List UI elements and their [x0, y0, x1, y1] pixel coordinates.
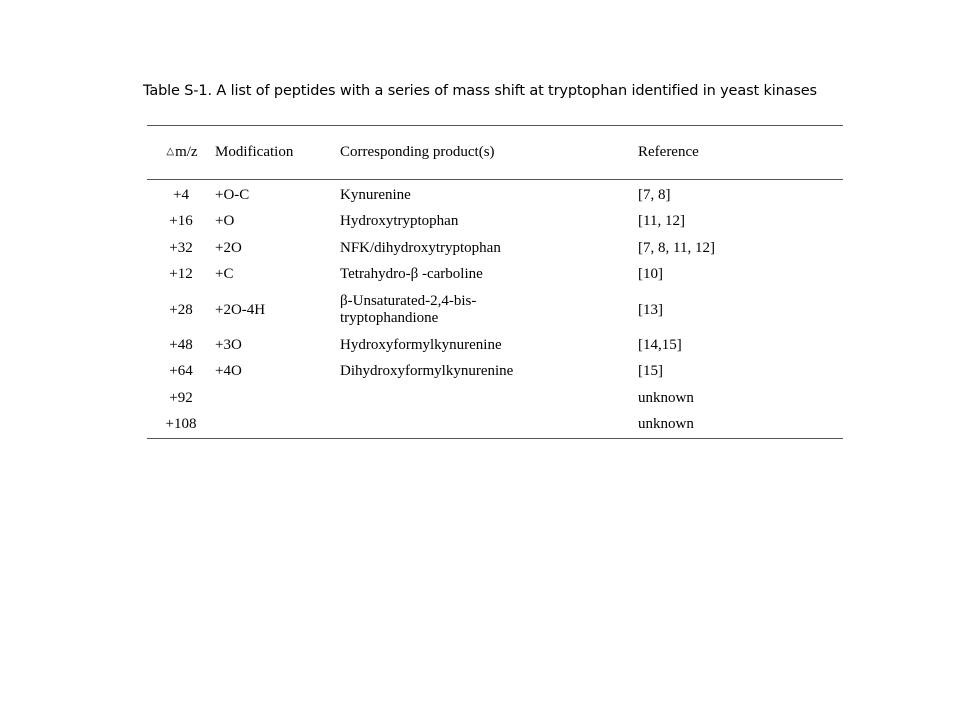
- cell-modification: +O: [215, 213, 235, 230]
- cell-reference: [10]: [638, 266, 663, 283]
- table-row: [147, 235, 843, 262]
- cell-product: Kynurenine: [340, 186, 411, 203]
- cell-product: [340, 288, 638, 332]
- table-row: [147, 262, 843, 289]
- cell-mz: +12: [169, 266, 193, 283]
- header-mz: [147, 126, 215, 180]
- header-modification: Modification: [215, 144, 294, 160]
- table-row: [147, 359, 843, 386]
- header-reference: Reference: [638, 144, 699, 160]
- cell-reference: [15]: [638, 363, 663, 380]
- cell-mz: +28: [169, 301, 193, 318]
- cell-mz: +48: [169, 336, 193, 353]
- cell-product: NFK/dihydroxytryptophan: [340, 239, 501, 256]
- table-row: [147, 209, 843, 236]
- cell-modification: +C: [215, 266, 234, 283]
- cell-product: [340, 385, 638, 412]
- table-row: [147, 332, 843, 359]
- cell-product: Tetrahydro-β -carboline: [340, 266, 483, 283]
- cell-product: Hydroxytryptophan: [340, 213, 459, 230]
- cell-mz: +16: [169, 213, 193, 230]
- header-mz-label: m/z: [175, 144, 198, 160]
- cell-modification: +2O: [215, 239, 242, 256]
- cell-mz: +108: [165, 416, 197, 433]
- cell-reference: [7, 8, 11, 12]: [638, 239, 715, 256]
- table-caption: Table S-1. A list of peptides with a series of mass shift at tryptophan identified in yeast kinases: [143, 83, 817, 99]
- cell-product: Dihydroxyformylkynurenine: [340, 363, 514, 380]
- cell-modification: +2O-4H: [215, 301, 266, 318]
- table-row: [147, 288, 843, 332]
- cell-modification: +O-C: [215, 186, 250, 203]
- cell-mz: +92: [169, 389, 193, 406]
- peptide-mass-shift-table: [147, 125, 843, 439]
- cell-modification: [215, 412, 340, 439]
- cell-reference: [11, 12]: [638, 213, 685, 230]
- header-product: Corresponding product(s): [340, 144, 495, 160]
- header-row: [147, 126, 843, 180]
- cell-modification: [215, 385, 340, 412]
- peptide-table-container: [147, 125, 843, 439]
- cell-modification: +3O: [215, 336, 242, 353]
- cell-product: Hydroxyformylkynurenine: [340, 336, 502, 353]
- cell-reference: unknown: [638, 416, 694, 433]
- cell-product-line1: β-Unsaturated-2,4-bis-: [340, 293, 477, 309]
- cell-product-line2: tryptophandione: [340, 310, 439, 326]
- table-row: [147, 412, 843, 439]
- table-row: [147, 180, 843, 209]
- cell-reference: [14,15]: [638, 336, 682, 353]
- table-header: [147, 126, 843, 180]
- cell-mz: +64: [169, 363, 193, 380]
- cell-modification: +4O: [215, 363, 242, 380]
- table-row: [147, 385, 843, 412]
- cell-reference: [13]: [638, 301, 663, 318]
- cell-reference: unknown: [638, 389, 694, 406]
- table-body: [147, 180, 843, 439]
- cell-product: [340, 412, 638, 439]
- cell-mz: +32: [169, 239, 193, 256]
- cell-reference: [7, 8]: [638, 186, 671, 203]
- delta-symbol: △: [166, 146, 175, 157]
- cell-mz: +4: [173, 186, 189, 203]
